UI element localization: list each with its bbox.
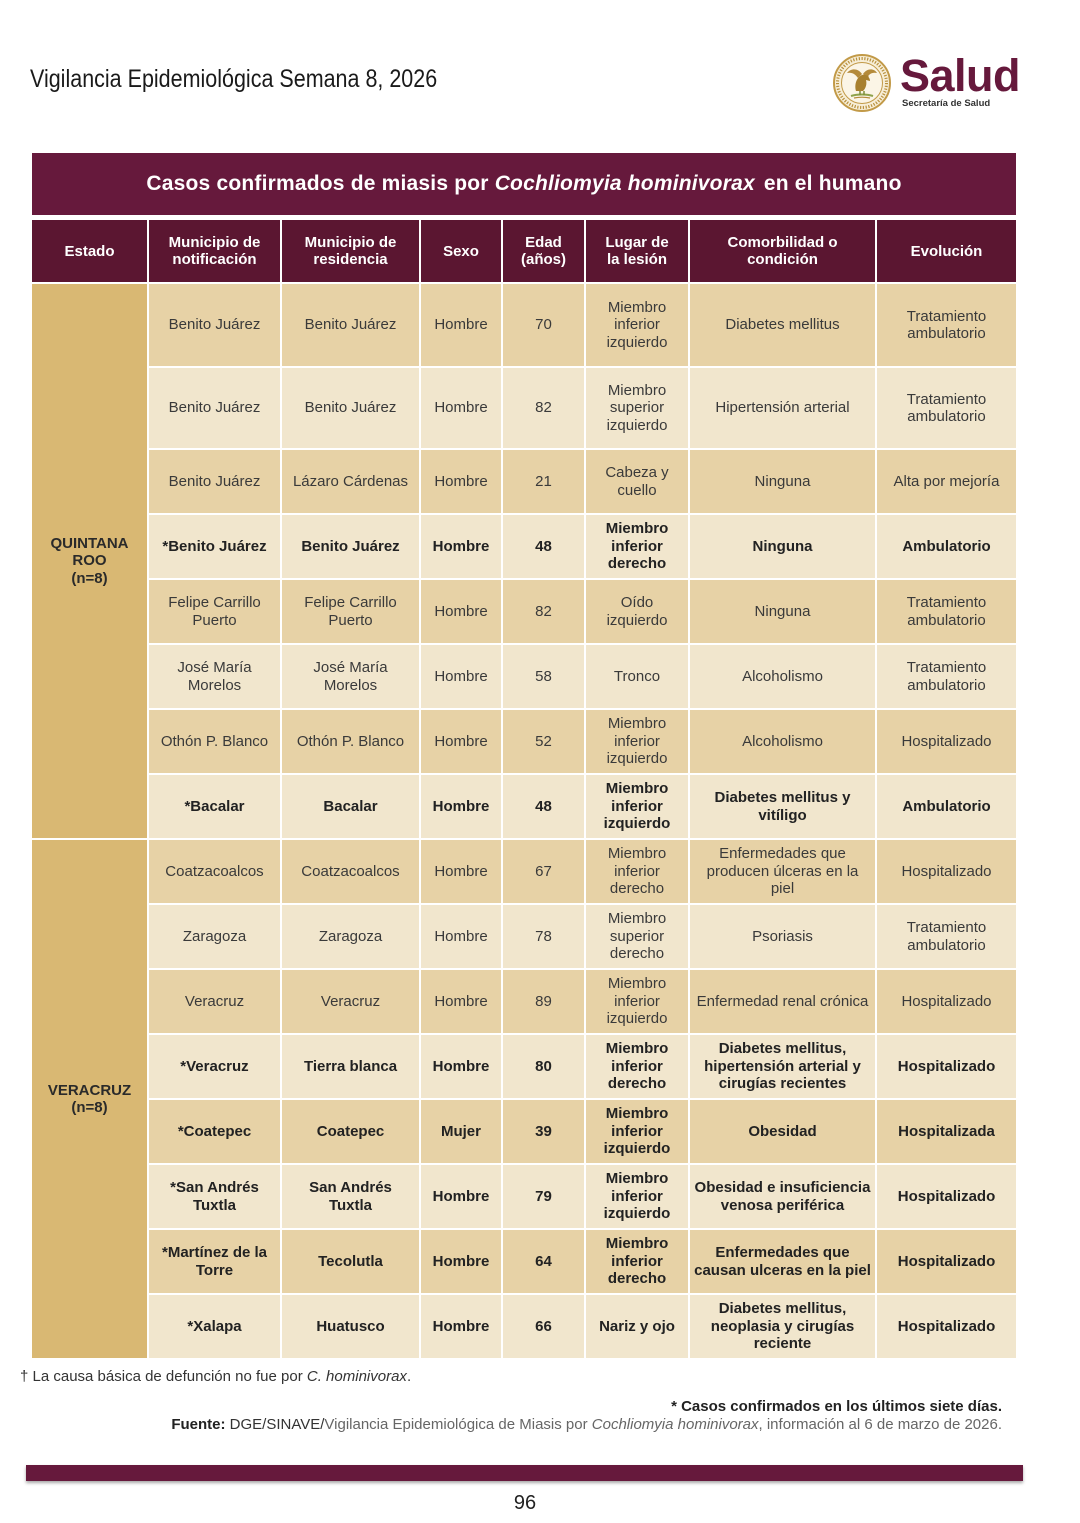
comorbidity-cell: Diabetes mellitus, hipertensión arterial y cirugías recientes <box>690 1035 875 1098</box>
source-org: DGE/SINAVE/ <box>229 1416 325 1433</box>
comorbidity-cell: Enfermedades que producen úlceras en la piel <box>690 840 875 903</box>
evolution-cell: Hospitalizado <box>877 1035 1016 1098</box>
state-cell <box>32 284 147 838</box>
sex-cell: Hombre <box>421 905 501 968</box>
comorbidity-cell: Diabetes mellitus <box>690 284 875 366</box>
evolution-cell: Hospitalizado <box>877 1165 1016 1228</box>
evolution-cell: Tratamiento ambulatorio <box>877 905 1016 968</box>
comorbidity-cell: Alcoholismo <box>690 710 875 773</box>
notification-municipality-cell: Benito Juárez <box>149 368 280 448</box>
residence-municipality-cell: San Andrés Tuxtla <box>282 1165 419 1228</box>
lesion-site-cell: Miembro inferior izquierdo <box>586 775 688 838</box>
evolution-cell: Hospitalizado <box>877 970 1016 1033</box>
sex-cell: Hombre <box>421 284 501 366</box>
lesion-site-cell: Nariz y ojo <box>586 1295 688 1358</box>
header-evolution: Evolución <box>877 220 1016 282</box>
header-sex: Sexo <box>421 220 501 282</box>
evolution-cell: Tratamiento ambulatorio <box>877 284 1016 366</box>
comorbidity-cell: Enfermedad renal crónica <box>690 970 875 1033</box>
lesion-site-cell: Oído izquierdo <box>586 580 688 643</box>
residence-municipality-cell: Coatzacoalcos <box>282 840 419 903</box>
header-residence-municipality: Municipio de residencia <box>282 220 419 282</box>
lesion-site-cell: Miembro inferior izquierdo <box>586 710 688 773</box>
age-cell: 78 <box>503 905 584 968</box>
residence-municipality-cell: Othón P. Blanco <box>282 710 419 773</box>
header-notification-municipality: Municipio de notificación <box>149 220 280 282</box>
age-cell: 39 <box>503 1100 584 1163</box>
residence-municipality-cell: Tecolutla <box>282 1230 419 1293</box>
notification-municipality-cell: Coatzacoalcos <box>149 840 280 903</box>
notification-municipality-cell: José María Morelos <box>149 645 280 708</box>
comorbidity-cell: Ninguna <box>690 450 875 513</box>
source-note <box>171 1416 1002 1433</box>
sex-cell: Hombre <box>421 1035 501 1098</box>
evolution-cell: Hospitalizado <box>877 710 1016 773</box>
residence-municipality-cell: Huatusco <box>282 1295 419 1358</box>
death-cause-footnote <box>20 1368 411 1385</box>
residence-municipality-cell: Benito Juárez <box>282 284 419 366</box>
state-name: VERACRUZ <box>47 1081 132 1099</box>
table-row <box>32 1100 1016 1163</box>
lesion-site-cell: Miembro superior izquierdo <box>586 368 688 448</box>
lesion-site-cell: Miembro inferior derecho <box>586 1035 688 1098</box>
page-header-title: Vigilancia Epidemiológica Semana 8, 2026 <box>30 65 438 93</box>
notification-municipality-cell: *Xalapa <box>149 1295 280 1358</box>
table-row <box>32 450 1016 513</box>
sex-cell: Mujer <box>421 1100 501 1163</box>
evolution-cell: Ambulatorio <box>877 515 1016 578</box>
lesion-site-cell: Miembro inferior izquierdo <box>586 284 688 366</box>
death-note-species: C. hominivorax <box>306 1368 407 1385</box>
table-row <box>32 1035 1016 1098</box>
age-cell: 48 <box>503 775 584 838</box>
notification-municipality-cell: *Benito Juárez <box>149 515 280 578</box>
sex-cell: Hombre <box>421 368 501 448</box>
death-note-suffix: . <box>406 1368 412 1385</box>
comorbidity-cell: Hipertensión arterial <box>690 368 875 448</box>
brand-subtitle: Secretaría de Salud <box>902 98 991 109</box>
table-row <box>32 775 1016 838</box>
state-case-count: (n=8) <box>71 569 108 587</box>
notification-municipality-cell: Felipe Carrillo Puerto <box>149 580 280 643</box>
comorbidity-cell: Obesidad <box>690 1100 875 1163</box>
sex-cell: Hombre <box>421 515 501 578</box>
sex-cell: Hombre <box>421 1295 501 1358</box>
evolution-cell: Tratamiento ambulatorio <box>877 368 1016 448</box>
sex-cell: Hombre <box>421 840 501 903</box>
comorbidity-cell: Diabetes mellitus, neoplasia y cirugías reciente <box>690 1295 875 1358</box>
notification-municipality-cell: Benito Juárez <box>149 284 280 366</box>
lesion-site-cell: Miembro inferior derecho <box>586 515 688 578</box>
age-cell: 66 <box>503 1295 584 1358</box>
header-lesion-site: Lugar de la lesión <box>586 220 688 282</box>
table-row <box>32 368 1016 448</box>
residence-municipality-cell: Benito Juárez <box>282 368 419 448</box>
evolution-cell: Hospitalizado <box>877 840 1016 903</box>
comorbidity-cell: Ninguna <box>690 580 875 643</box>
table-row <box>32 1165 1016 1228</box>
table-row <box>32 645 1016 708</box>
salud-logo <box>830 50 1030 116</box>
source-label: Fuente: <box>171 1416 226 1433</box>
source-species: Cochliomyia hominivorax <box>591 1416 759 1433</box>
recent-cases-footnote: * Casos confirmados en los últimos siete días. <box>671 1398 1002 1415</box>
evolution-cell: Tratamiento ambulatorio <box>877 645 1016 708</box>
comorbidity-cell: Enfermedades que causan ulceras en la piel <box>690 1230 875 1293</box>
lesion-site-cell: Miembro superior derecho <box>586 905 688 968</box>
residence-municipality-cell: Coatepec <box>282 1100 419 1163</box>
header-state: Estado <box>32 220 147 282</box>
age-cell: 82 <box>503 580 584 643</box>
lesion-site-cell: Tronco <box>586 645 688 708</box>
evolution-cell: Hospitalizado <box>877 1295 1016 1358</box>
age-cell: 58 <box>503 645 584 708</box>
notification-municipality-cell: Zaragoza <box>149 905 280 968</box>
table-row <box>32 970 1016 1033</box>
notification-municipality-cell: Othón P. Blanco <box>149 710 280 773</box>
table-title-prefix: Casos confirmados de miasis por <box>146 172 489 195</box>
evolution-cell: Hospitalizada <box>877 1100 1016 1163</box>
lesion-site-cell: Miembro inferior derecho <box>586 1230 688 1293</box>
notification-municipality-cell: *San Andrés Tuxtla <box>149 1165 280 1228</box>
age-cell: 82 <box>503 368 584 448</box>
cases-table-header <box>32 220 1016 282</box>
age-cell: 64 <box>503 1230 584 1293</box>
table-row <box>32 840 1016 903</box>
comorbidity-cell: Ninguna <box>690 515 875 578</box>
evolution-cell: Tratamiento ambulatorio <box>877 580 1016 643</box>
sex-cell: Hombre <box>421 775 501 838</box>
header-comorbidity: Comorbilidad o condición <box>690 220 875 282</box>
state-name: QUINTANA ROO <box>50 534 129 570</box>
notification-municipality-cell: *Veracruz <box>149 1035 280 1098</box>
notification-municipality-cell: *Coatepec <box>149 1100 280 1163</box>
residence-municipality-cell: Zaragoza <box>282 905 419 968</box>
footer-bar <box>26 1465 1023 1481</box>
table-row <box>32 515 1016 578</box>
notification-municipality-cell: *Martínez de la Torre <box>149 1230 280 1293</box>
state-cell <box>32 840 147 1358</box>
table-row <box>32 1295 1016 1358</box>
notification-municipality-cell: Benito Juárez <box>149 450 280 513</box>
residence-municipality-cell: Veracruz <box>282 970 419 1033</box>
residence-municipality-cell: Felipe Carrillo Puerto <box>282 580 419 643</box>
sex-cell: Hombre <box>421 450 501 513</box>
age-cell: 48 <box>503 515 584 578</box>
evolution-cell: Hospitalizado <box>877 1230 1016 1293</box>
lesion-site-cell: Miembro inferior izquierdo <box>586 1100 688 1163</box>
source-system: Vigilancia Epidemiológica de Miasis por <box>324 1416 588 1433</box>
state-case-count: (n=8) <box>71 1099 108 1116</box>
notification-municipality-cell: Veracruz <box>149 970 280 1033</box>
table-row <box>32 710 1016 773</box>
cases-table-body <box>32 284 1016 1358</box>
table-row <box>32 1230 1016 1293</box>
comorbidity-cell: Diabetes mellitus y vitíligo <box>690 775 875 838</box>
table-row <box>32 580 1016 643</box>
source-date: , información al 6 de marzo de 2026. <box>758 1416 1002 1433</box>
table-row <box>32 905 1016 968</box>
death-note-prefix: † La causa básica de defunción no fue por <box>20 1368 303 1385</box>
age-cell: 79 <box>503 1165 584 1228</box>
evolution-cell: Alta por mejoría <box>877 450 1016 513</box>
evolution-cell: Ambulatorio <box>877 775 1016 838</box>
brand-name: Salud <box>900 50 1021 101</box>
header-row <box>32 220 1016 282</box>
age-cell: 70 <box>503 284 584 366</box>
age-cell: 80 <box>503 1035 584 1098</box>
lesion-site-cell: Cabeza y cuello <box>586 450 688 513</box>
residence-municipality-cell: Benito Juárez <box>282 515 419 578</box>
table-title-suffix: en el humano <box>763 172 902 195</box>
header-age: Edad (años) <box>503 220 584 282</box>
residence-municipality-cell: Lázaro Cárdenas <box>282 450 419 513</box>
comorbidity-cell: Alcoholismo <box>690 645 875 708</box>
residence-municipality-cell: Tierra blanca <box>282 1035 419 1098</box>
table-title-species: Cochliomyia hominivorax <box>494 172 755 195</box>
age-cell: 67 <box>503 840 584 903</box>
sex-cell: Hombre <box>421 1230 501 1293</box>
lesion-site-cell: Miembro inferior derecho <box>586 840 688 903</box>
table-row <box>32 284 1016 366</box>
residence-municipality-cell: Bacalar <box>282 775 419 838</box>
residence-municipality-cell: José María Morelos <box>282 645 419 708</box>
comorbidity-cell: Psoriasis <box>690 905 875 968</box>
cases-table <box>30 218 1018 1360</box>
sex-cell: Hombre <box>421 580 501 643</box>
sex-cell: Hombre <box>421 970 501 1033</box>
table-title-bar <box>32 153 1016 215</box>
lesion-site-cell: Miembro inferior izquierdo <box>586 1165 688 1228</box>
government-seal-icon <box>832 53 892 113</box>
notification-municipality-cell: *Bacalar <box>149 775 280 838</box>
age-cell: 21 <box>503 450 584 513</box>
lesion-site-cell: Miembro inferior izquierdo <box>586 970 688 1033</box>
comorbidity-cell: Obesidad e insuficiencia venosa periférica <box>690 1165 875 1228</box>
sex-cell: Hombre <box>421 1165 501 1228</box>
sex-cell: Hombre <box>421 645 501 708</box>
page-number: 96 <box>513 1492 537 1514</box>
sex-cell: Hombre <box>421 710 501 773</box>
age-cell: 89 <box>503 970 584 1033</box>
age-cell: 52 <box>503 710 584 773</box>
